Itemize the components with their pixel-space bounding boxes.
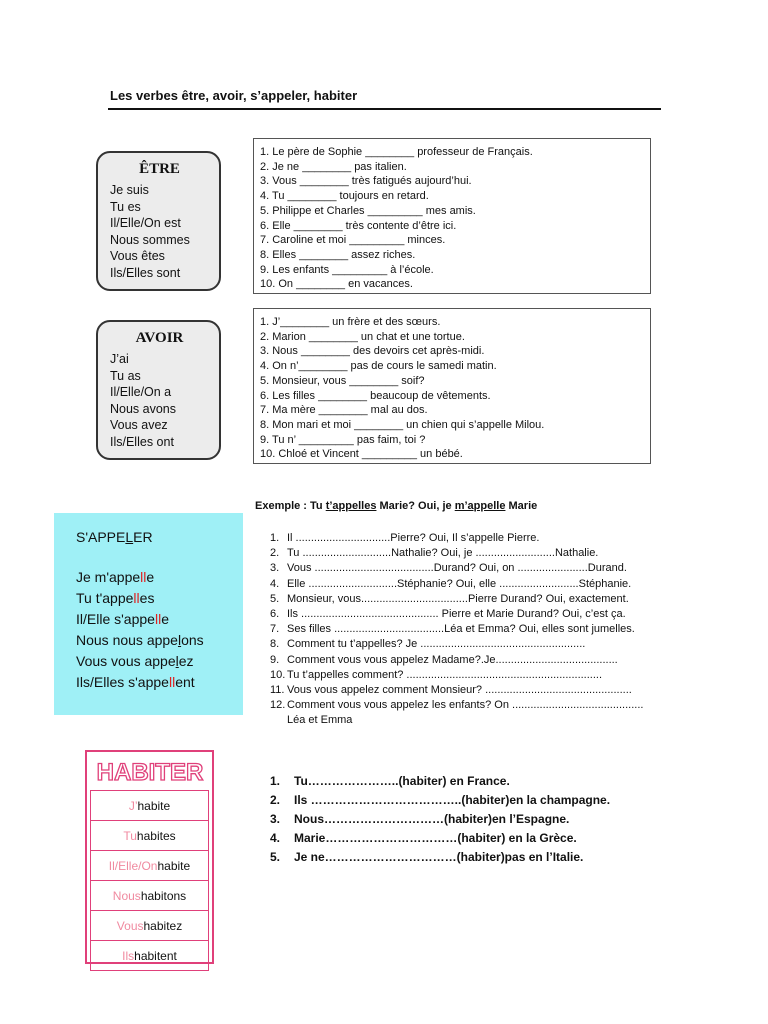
appeler-heading-part: ER <box>133 529 153 545</box>
verb-form: habitent <box>134 948 177 963</box>
item-text: Comment vous vous appelez les enfants? On ........................................... <box>287 699 644 712</box>
list-item <box>270 546 643 561</box>
exercise-line: 9. Tu n’ _________ pas faim, toi ? <box>260 433 426 446</box>
item-number: 5. <box>270 592 280 605</box>
avoir-line: Tu as <box>110 368 141 383</box>
exercise-line: 4. Tu ________ toujours en retard. <box>260 190 429 203</box>
appeler-example <box>255 500 537 512</box>
item-number: 4. <box>270 831 281 845</box>
stem: Ils/Elles s'appe <box>76 674 169 690</box>
list-item <box>270 829 610 848</box>
appeler-heading-part: S'APPE <box>76 529 126 545</box>
stem: Tu t'appe <box>76 590 134 606</box>
appeler-exercise-list <box>270 531 643 729</box>
appeler-line <box>76 609 233 630</box>
item-text: Marie……………………………(habiter) en la Grèce. <box>294 831 577 845</box>
appeler-conjugation-box <box>54 513 243 715</box>
exercise-line: 7. Ma mère ________ mal au dos. <box>260 404 428 417</box>
exercise-line: 3. Vous ________ très fatigués aujourd’hui. <box>260 175 472 188</box>
stem-highlight: ll <box>154 611 162 627</box>
stem-highlight: l <box>177 632 182 648</box>
item-number: 4. <box>270 577 280 590</box>
list-item <box>270 713 643 728</box>
appeler-heading-part: L <box>125 529 134 545</box>
habiter-exercise-list <box>270 772 610 867</box>
avoir-line: Nous avons <box>110 401 177 416</box>
pronoun: Ils <box>122 948 135 963</box>
habiter-row <box>90 820 209 850</box>
verb-form: habites <box>136 828 176 843</box>
ending: ent <box>175 674 195 690</box>
example-middle: Marie? Oui, je <box>376 500 455 512</box>
etre-conjugation-box <box>96 151 221 291</box>
habiter-heading <box>87 752 212 790</box>
habiter-row <box>90 910 209 940</box>
list-item <box>270 622 643 637</box>
list-item <box>270 810 610 829</box>
avoir-heading: AVOIR <box>135 330 184 346</box>
list-item <box>270 791 610 810</box>
item-number: 7. <box>270 623 280 636</box>
list-item <box>270 637 643 652</box>
item-text: Ils ............................................. Pierre et Marie Durand? Oui, c’est ça. <box>287 608 626 621</box>
habiter-row <box>90 850 209 880</box>
appeler-line <box>76 651 233 672</box>
item-text: Il ...............................Pierre? Oui, Il s’appelle Pierre. <box>287 532 540 544</box>
pronoun: J’ <box>128 798 138 813</box>
exercise-line: 6. Elle ________ très contente d’être ici. <box>260 219 457 232</box>
verb-form: habite <box>157 858 191 873</box>
habiter-row <box>90 940 209 971</box>
title-underline <box>108 108 661 110</box>
item-number: 8. <box>270 638 280 651</box>
etre-line: Vous êtes <box>110 249 165 263</box>
stem-highlight: ll <box>133 590 140 606</box>
item-text: Vous .......................................Durand? Oui, on .......................Durand. <box>287 562 627 575</box>
ending: e <box>146 569 155 585</box>
item-number: 3. <box>270 562 280 575</box>
stem-highlight: ll <box>168 674 176 690</box>
stem: Nous nous appe <box>76 632 178 648</box>
list-item <box>270 698 643 713</box>
ending: e <box>161 611 169 627</box>
item-text: Tu .............................Nathalie? Oui, je ..........................Nathalie. <box>287 547 599 560</box>
appeler-line <box>76 630 233 651</box>
appeler-line <box>76 567 233 588</box>
list-item <box>270 653 643 668</box>
stem: Il/Elle s'appe <box>76 611 155 627</box>
item-text: Vous vous appelez comment Monsieur? ................................................ <box>287 684 632 697</box>
avoir-line: J’ai <box>110 352 129 366</box>
avoir-conjugation-box <box>96 320 221 460</box>
stem-highlight: l <box>175 653 179 669</box>
item-text: Ils ………………………………..(habiter)en la champagne. <box>294 793 611 807</box>
item-text: Monsieur, vous...................................Pierre Durand? Oui, exactement. <box>287 592 629 605</box>
ending: ez <box>178 653 194 669</box>
etre-line: Il/Elle/On est <box>110 216 181 230</box>
habiter-heading-art <box>90 756 210 786</box>
list-item <box>270 561 643 576</box>
etre-line: Nous sommes <box>110 232 190 247</box>
exercise-line: 10. On ________ en vacances. <box>260 278 413 291</box>
list-item <box>270 531 643 546</box>
exercise-line: 9. Les enfants _________ à l’école. <box>260 263 434 276</box>
exercise-line: 10. Chloé et Vincent _________ un bébé. <box>260 448 463 461</box>
pronoun: Tu <box>123 828 137 843</box>
verb-form: habitons <box>140 888 187 903</box>
avoir-line: Vous avez <box>110 418 168 432</box>
appeler-line <box>76 672 233 693</box>
exercise-line: 8. Elles ________ assez riches. <box>260 248 416 261</box>
example-verb-2: m’appelle <box>454 500 506 512</box>
exercise-line: 7. Caroline et moi _________ minces. <box>260 234 446 247</box>
example-verb-1: t’appelles <box>325 500 377 512</box>
item-number: 2. <box>270 547 280 560</box>
list-item <box>270 848 610 867</box>
exercise-line: 1. J’________ un frère et des sœurs. <box>260 316 441 328</box>
exercise-line: 2. Marion ________ un chat et une tortue. <box>260 330 465 343</box>
item-number: 2. <box>270 793 281 807</box>
stem-highlight: ll <box>140 569 147 585</box>
exercise-line: 2. Je ne ________ pas italien. <box>260 160 407 173</box>
habiter-heading-text: HABITER <box>96 759 203 786</box>
exercise-line: 5. Monsieur, vous ________ soif? <box>260 374 425 387</box>
avoir-line: Il/Elle/On a <box>110 385 172 399</box>
list-item <box>270 668 643 683</box>
avoir-exercise-box <box>253 308 651 464</box>
item-number: 3. <box>270 812 281 826</box>
item-text: Comment tu t’appelles? Je ...................................................... <box>287 638 586 651</box>
item-number: 1. <box>270 774 281 788</box>
item-number: 1. <box>270 532 280 544</box>
item-number: 10. <box>270 668 286 681</box>
avoir-line: Ils/Elles ont <box>110 434 174 449</box>
pronoun: Nous <box>112 888 141 903</box>
list-item <box>270 607 643 622</box>
list-item <box>270 772 610 791</box>
list-item <box>270 592 643 607</box>
list-item <box>270 683 643 698</box>
habiter-row <box>90 790 209 820</box>
ending: ons <box>181 632 204 648</box>
page-title: Les verbes être, avoir, s’appeler, habiter <box>110 88 358 103</box>
exercise-line: 4. On n’________ pas de cours le samedi matin. <box>260 360 497 373</box>
item-text: Tu t’appelles comment? ................................................................ <box>287 668 603 681</box>
item-text: Léa et Emma <box>287 714 353 727</box>
exercise-line: 8. Mon mari et moi ________ un chien qui s’appelle Milou. <box>260 418 545 431</box>
verb-form: habite <box>137 798 171 813</box>
etre-line: Je suis <box>110 183 149 197</box>
item-text: Tu…………………..(habiter) en France. <box>294 774 510 788</box>
etre-line: Tu es <box>110 199 141 214</box>
item-number: 5. <box>270 850 281 864</box>
appeler-line <box>76 588 233 609</box>
example-suffix: Marie <box>505 500 538 512</box>
item-text: Elle .............................Stéphanie? Oui, elle ..........................Stéphanie. <box>287 577 632 590</box>
exercise-line: 3. Nous ________ des devoirs cet après-midi. <box>260 345 485 358</box>
stem: Vous vous appe <box>76 653 176 669</box>
exercise-line: 5. Philippe et Charles _________ mes amis. <box>260 204 476 217</box>
etre-heading: ÊTRE <box>139 161 180 177</box>
pronoun: Il/Elle/On <box>108 858 158 873</box>
exercise-line: 6. Les filles ________ beaucoup de vêtements. <box>260 389 491 402</box>
item-text: Je ne……………………………(habiter)pas en l’Italie. <box>294 850 584 864</box>
habiter-conjugation-table <box>85 750 214 964</box>
item-text: Nous…………………………(habiter)en l’Espagne. <box>294 812 570 826</box>
item-text: Comment vous vous appelez Madame?.Je........................................ <box>287 653 618 666</box>
example-prefix: Exemple : Tu <box>255 500 326 512</box>
list-item <box>270 577 643 592</box>
verb-form: habitez <box>143 918 183 933</box>
habiter-row <box>90 880 209 910</box>
etre-line: Ils/Elles sont <box>110 265 181 280</box>
stem: Je m'appe <box>76 569 141 585</box>
item-text: Ses filles ....................................Léa et Emma? Oui, elles sont jumelles. <box>287 623 635 636</box>
item-number: 11. <box>270 684 285 697</box>
appeler-heading <box>76 529 233 545</box>
pronoun: Vous <box>116 918 144 933</box>
item-number: 12. <box>270 699 286 712</box>
item-number: 6. <box>270 608 280 621</box>
exercise-line: 1. Le père de Sophie ________ professeur de Français. <box>260 146 533 158</box>
ending: es <box>139 590 155 606</box>
item-number: 9. <box>270 653 280 666</box>
etre-exercise-box <box>253 138 651 294</box>
